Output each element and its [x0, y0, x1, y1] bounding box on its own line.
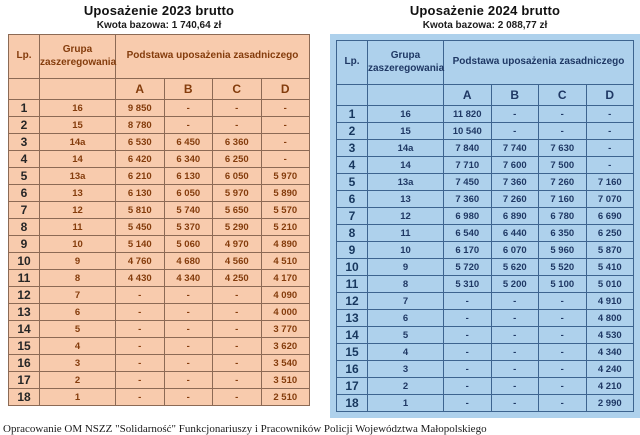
footer-credit: Opracowanie OM NSZZ "Solidarność" Funkcjonariuszy i Pracowników Policji Województwa Małopolskiego	[3, 423, 487, 435]
group-cell: 16	[368, 106, 444, 123]
value-cell: -	[491, 293, 539, 310]
lp-cell: 18	[9, 389, 40, 406]
value-cell: 6 250	[586, 225, 634, 242]
value-cell: 6 250	[213, 151, 262, 168]
lp-cell: 14	[337, 327, 368, 344]
value-cell: 4 340	[586, 344, 634, 361]
lp-cell: 8	[9, 219, 40, 236]
lp-cell: 7	[9, 202, 40, 219]
group-cell: 14	[40, 151, 116, 168]
value-cell: 5 210	[261, 219, 310, 236]
value-cell: 6 050	[213, 168, 262, 185]
group-cell: 8	[368, 276, 444, 293]
value-cell: -	[116, 304, 165, 321]
value-cell: -	[116, 287, 165, 304]
group-cell: 11	[368, 225, 444, 242]
table-2024-subtitle: Kwota bazowa: 2 088,77 zł	[422, 20, 548, 31]
table-row	[337, 242, 634, 259]
value-cell: -	[213, 338, 262, 355]
lp-cell: 11	[337, 276, 368, 293]
value-cell: -	[539, 293, 587, 310]
value-cell: 7 160	[539, 191, 587, 208]
value-cell: 6 690	[586, 208, 634, 225]
value-cell: 6 440	[491, 225, 539, 242]
value-cell: 6 890	[491, 208, 539, 225]
value-cell: -	[213, 389, 262, 406]
lp-cell: 7	[337, 208, 368, 225]
group-cell: 10	[40, 236, 116, 253]
value-cell: -	[586, 106, 634, 123]
value-cell: 3 770	[261, 321, 310, 338]
value-cell: -	[116, 372, 165, 389]
value-cell: -	[539, 344, 587, 361]
lp-cell: 10	[9, 253, 40, 270]
group-cell: 3	[40, 355, 116, 372]
value-cell: 6 130	[116, 185, 165, 202]
value-cell: 4 340	[164, 270, 213, 287]
value-cell: 7 260	[539, 174, 587, 191]
value-cell: -	[116, 355, 165, 372]
table-row	[9, 168, 310, 185]
value-cell: 4 430	[116, 270, 165, 287]
group-cell: 11	[40, 219, 116, 236]
value-cell: -	[586, 157, 634, 174]
value-cell: 5 570	[261, 202, 310, 219]
col-header-lp: Lp.	[337, 41, 368, 85]
value-cell: 5 310	[444, 276, 492, 293]
lp-cell: 2	[337, 123, 368, 140]
value-cell: -	[213, 287, 262, 304]
col-header-letter: B	[164, 79, 213, 100]
group-cell: 13a	[368, 174, 444, 191]
value-cell: 4 760	[116, 253, 165, 270]
table-row	[337, 191, 634, 208]
value-cell: 5 010	[586, 276, 634, 293]
value-cell: 4 210	[586, 378, 634, 395]
lp-cell: 2	[9, 117, 40, 134]
value-cell: 4 250	[213, 270, 262, 287]
table-row	[9, 253, 310, 270]
group-cell: 14a	[368, 140, 444, 157]
value-cell: -	[116, 389, 165, 406]
value-cell: 4 910	[586, 293, 634, 310]
value-cell: 4 890	[261, 236, 310, 253]
value-cell: 5 100	[539, 276, 587, 293]
table-row	[337, 140, 634, 157]
value-cell: -	[213, 372, 262, 389]
table-row	[337, 106, 634, 123]
lp-cell: 9	[337, 242, 368, 259]
value-cell: -	[261, 134, 310, 151]
header-spacer-cell	[337, 85, 368, 106]
group-cell: 1	[368, 395, 444, 412]
salary-table-2023	[8, 34, 310, 406]
value-cell: 6 980	[444, 208, 492, 225]
table-row	[9, 134, 310, 151]
lp-cell: 3	[337, 140, 368, 157]
value-cell: 5 290	[213, 219, 262, 236]
value-cell: -	[444, 327, 492, 344]
table-row	[337, 276, 634, 293]
col-header-base: Podstawa uposażenia zasadniczego	[116, 35, 310, 79]
lp-cell: 3	[9, 134, 40, 151]
value-cell: -	[491, 310, 539, 327]
col-header-letter: A	[116, 79, 165, 100]
group-cell: 4	[40, 338, 116, 355]
value-cell: 4 530	[586, 327, 634, 344]
lp-cell: 6	[337, 191, 368, 208]
table-row	[9, 151, 310, 168]
value-cell: 7 740	[491, 140, 539, 157]
value-cell: -	[539, 361, 587, 378]
group-cell: 12	[40, 202, 116, 219]
table-2023-title: Uposażenie 2023 brutto	[83, 3, 235, 18]
value-cell: -	[491, 378, 539, 395]
value-cell: 7 500	[539, 157, 587, 174]
value-cell: 5 450	[116, 219, 165, 236]
header-row	[337, 41, 634, 85]
value-cell: 7 360	[444, 191, 492, 208]
table-row	[337, 378, 634, 395]
value-cell: -	[261, 100, 310, 117]
group-cell: 13	[40, 185, 116, 202]
value-cell: -	[164, 304, 213, 321]
lp-cell: 12	[337, 293, 368, 310]
value-cell: 11 820	[444, 106, 492, 123]
value-cell: 4 560	[213, 253, 262, 270]
value-cell: -	[213, 321, 262, 338]
group-cell: 14a	[40, 134, 116, 151]
group-cell: 14	[368, 157, 444, 174]
col-header-letter: C	[539, 85, 587, 106]
lp-cell: 1	[337, 106, 368, 123]
value-cell: 6 420	[116, 151, 165, 168]
value-cell: 4 680	[164, 253, 213, 270]
value-cell: 5 650	[213, 202, 262, 219]
lp-cell: 6	[9, 185, 40, 202]
table-row	[9, 304, 310, 321]
value-cell: -	[261, 151, 310, 168]
table-row	[9, 219, 310, 236]
value-cell: 5 740	[164, 202, 213, 219]
group-cell: 10	[368, 242, 444, 259]
value-cell: -	[164, 117, 213, 134]
lp-cell: 11	[9, 270, 40, 287]
value-cell: 5 520	[539, 259, 587, 276]
lp-cell: 10	[337, 259, 368, 276]
lp-cell: 4	[337, 157, 368, 174]
value-cell: -	[444, 293, 492, 310]
col-header-letter: D	[261, 79, 310, 100]
table-row	[9, 202, 310, 219]
lp-cell: 15	[9, 338, 40, 355]
table-row	[9, 338, 310, 355]
value-cell: 7 840	[444, 140, 492, 157]
table-row	[337, 293, 634, 310]
value-cell: 4 970	[213, 236, 262, 253]
value-cell: 3 620	[261, 338, 310, 355]
table-row	[9, 236, 310, 253]
value-cell: -	[491, 123, 539, 140]
table-row	[337, 361, 634, 378]
value-cell: 5 870	[586, 242, 634, 259]
lp-cell: 16	[337, 361, 368, 378]
value-cell: 9 850	[116, 100, 165, 117]
table-row	[337, 395, 634, 412]
salary-table-2024	[336, 40, 634, 412]
lp-cell: 18	[337, 395, 368, 412]
header-row	[9, 35, 310, 79]
value-cell: 7 160	[586, 174, 634, 191]
value-cell: -	[444, 310, 492, 327]
table-2023-section	[0, 0, 330, 406]
value-cell: 6 450	[164, 134, 213, 151]
value-cell: 6 070	[491, 242, 539, 259]
lp-cell: 14	[9, 321, 40, 338]
lp-cell: 5	[337, 174, 368, 191]
value-cell: 5 970	[213, 185, 262, 202]
value-cell: 6 530	[116, 134, 165, 151]
header-spacer-cell	[368, 85, 444, 106]
table-row	[337, 259, 634, 276]
group-cell: 4	[368, 344, 444, 361]
lp-cell: 13	[9, 304, 40, 321]
col-header-group: Grupa zaszeregowania	[40, 35, 116, 79]
value-cell: 5 410	[586, 259, 634, 276]
value-cell: 4 240	[586, 361, 634, 378]
value-cell: -	[491, 327, 539, 344]
group-cell: 2	[368, 378, 444, 395]
table-row	[9, 321, 310, 338]
value-cell: -	[444, 361, 492, 378]
table-row	[9, 270, 310, 287]
table-row	[337, 310, 634, 327]
table-row	[337, 174, 634, 191]
value-cell: 7 710	[444, 157, 492, 174]
value-cell: 5 620	[491, 259, 539, 276]
value-cell: 5 970	[261, 168, 310, 185]
value-cell: 4 000	[261, 304, 310, 321]
group-cell: 12	[368, 208, 444, 225]
value-cell: -	[116, 321, 165, 338]
value-cell: -	[164, 372, 213, 389]
value-cell: -	[164, 338, 213, 355]
value-cell: 6 210	[116, 168, 165, 185]
table-row	[9, 355, 310, 372]
col-header-lp: Lp.	[9, 35, 40, 79]
lp-cell: 17	[9, 372, 40, 389]
table-row	[9, 117, 310, 134]
value-cell: 3 510	[261, 372, 310, 389]
value-cell: -	[164, 100, 213, 117]
group-cell: 6	[40, 304, 116, 321]
col-header-group: Grupa zaszeregowania	[368, 41, 444, 85]
value-cell: 7 630	[539, 140, 587, 157]
value-cell: 5 140	[116, 236, 165, 253]
table-2024-title: Uposażenie 2024 brutto	[409, 3, 561, 18]
group-cell: 13a	[40, 168, 116, 185]
letters-row	[337, 85, 634, 106]
table-row	[9, 372, 310, 389]
group-cell: 1	[40, 389, 116, 406]
value-cell: 8 780	[116, 117, 165, 134]
group-cell: 3	[368, 361, 444, 378]
value-cell: -	[491, 395, 539, 412]
col-header-base: Podstawa uposażenia zasadniczego	[444, 41, 634, 85]
value-cell: -	[586, 123, 634, 140]
value-cell: 6 050	[164, 185, 213, 202]
value-cell: -	[444, 344, 492, 361]
value-cell: 4 800	[586, 310, 634, 327]
table-row	[337, 123, 634, 140]
value-cell: -	[539, 310, 587, 327]
col-header-letter: D	[586, 85, 634, 106]
lp-cell: 4	[9, 151, 40, 168]
value-cell: -	[164, 389, 213, 406]
value-cell: -	[164, 321, 213, 338]
group-cell: 5	[368, 327, 444, 344]
lp-cell: 9	[9, 236, 40, 253]
value-cell: -	[539, 327, 587, 344]
table-row	[337, 327, 634, 344]
value-cell: 7 600	[491, 157, 539, 174]
lp-cell: 5	[9, 168, 40, 185]
group-cell: 9	[40, 253, 116, 270]
value-cell: -	[261, 117, 310, 134]
value-cell: 7 260	[491, 191, 539, 208]
value-cell: 7 360	[491, 174, 539, 191]
value-cell: -	[491, 344, 539, 361]
col-header-letter: C	[213, 79, 262, 100]
value-cell: 6 170	[444, 242, 492, 259]
lp-cell: 16	[9, 355, 40, 372]
value-cell: -	[491, 361, 539, 378]
value-cell: 3 540	[261, 355, 310, 372]
value-cell: 10 540	[444, 123, 492, 140]
group-cell: 13	[368, 191, 444, 208]
group-cell: 15	[368, 123, 444, 140]
value-cell: -	[213, 100, 262, 117]
value-cell: -	[539, 378, 587, 395]
value-cell: 7 450	[444, 174, 492, 191]
table-row	[9, 389, 310, 406]
value-cell: 5 370	[164, 219, 213, 236]
value-cell: -	[444, 395, 492, 412]
table-row	[337, 157, 634, 174]
value-cell: 5 200	[491, 276, 539, 293]
value-cell: -	[164, 287, 213, 304]
group-cell: 7	[368, 293, 444, 310]
table-2024-panel	[330, 34, 640, 418]
value-cell: -	[444, 378, 492, 395]
value-cell: 5 960	[539, 242, 587, 259]
value-cell: -	[539, 123, 587, 140]
group-cell: 5	[40, 321, 116, 338]
value-cell: 4 170	[261, 270, 310, 287]
table-2023-subtitle: Kwota bazowa: 1 740,64 zł	[96, 20, 222, 31]
letters-row	[9, 79, 310, 100]
group-cell: 7	[40, 287, 116, 304]
lp-cell: 1	[9, 100, 40, 117]
table-row	[9, 100, 310, 117]
value-cell: 5 060	[164, 236, 213, 253]
value-cell: -	[586, 140, 634, 157]
value-cell: 2 990	[586, 395, 634, 412]
lp-cell: 8	[337, 225, 368, 242]
value-cell: 5 810	[116, 202, 165, 219]
header-spacer-cell	[9, 79, 40, 100]
table-row	[337, 208, 634, 225]
value-cell: 6 360	[213, 134, 262, 151]
col-header-letter: B	[491, 85, 539, 106]
group-cell: 6	[368, 310, 444, 327]
value-cell: 5 720	[444, 259, 492, 276]
group-cell: 16	[40, 100, 116, 117]
value-cell: 6 340	[164, 151, 213, 168]
lp-cell: 13	[337, 310, 368, 327]
value-cell: 5 890	[261, 185, 310, 202]
table-row	[337, 344, 634, 361]
value-cell: -	[539, 106, 587, 123]
group-cell: 2	[40, 372, 116, 389]
value-cell: 7 070	[586, 191, 634, 208]
group-cell: 15	[40, 117, 116, 134]
table-row	[9, 185, 310, 202]
lp-cell: 12	[9, 287, 40, 304]
value-cell: 6 780	[539, 208, 587, 225]
value-cell: -	[539, 395, 587, 412]
col-header-letter: A	[444, 85, 492, 106]
value-cell: 4 090	[261, 287, 310, 304]
value-cell: -	[213, 304, 262, 321]
value-cell: 2 510	[261, 389, 310, 406]
header-spacer-cell	[40, 79, 116, 100]
value-cell: -	[491, 106, 539, 123]
value-cell: -	[213, 355, 262, 372]
group-cell: 9	[368, 259, 444, 276]
value-cell: 6 540	[444, 225, 492, 242]
value-cell: 6 350	[539, 225, 587, 242]
lp-cell: 17	[337, 378, 368, 395]
lp-cell: 15	[337, 344, 368, 361]
value-cell: -	[213, 117, 262, 134]
table-row	[337, 225, 634, 242]
table-2024-section	[330, 0, 640, 418]
group-cell: 8	[40, 270, 116, 287]
table-row	[9, 287, 310, 304]
value-cell: 4 510	[261, 253, 310, 270]
value-cell: 6 130	[164, 168, 213, 185]
value-cell: -	[164, 355, 213, 372]
value-cell: -	[116, 338, 165, 355]
